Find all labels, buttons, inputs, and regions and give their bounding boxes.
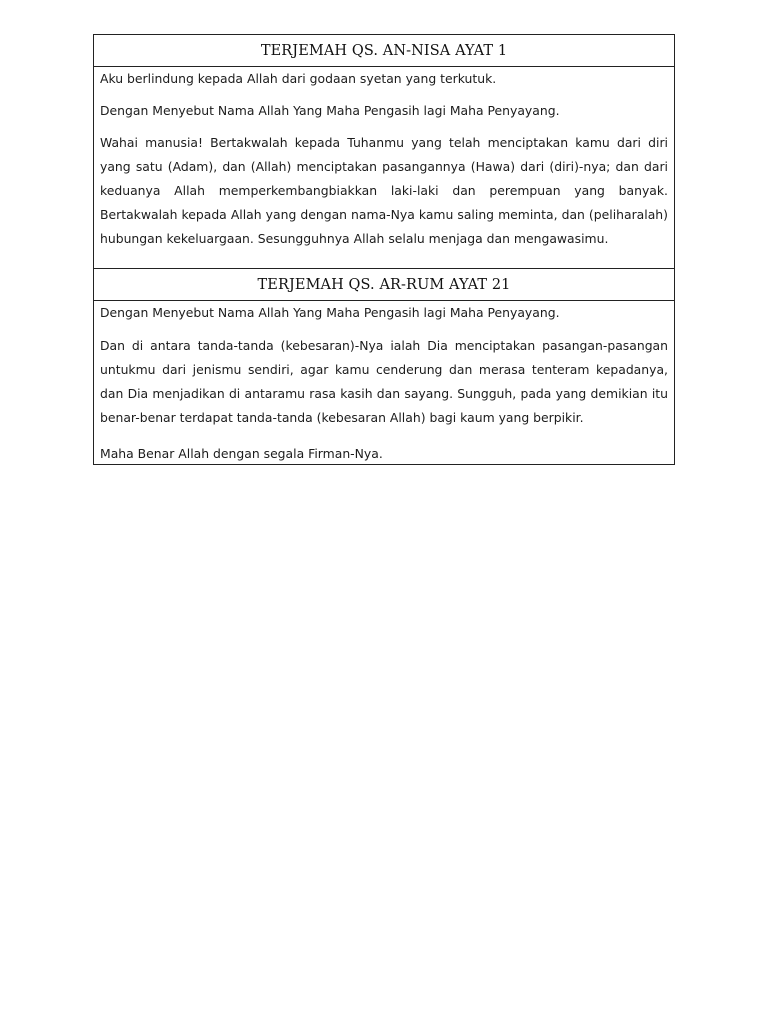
section-title-ar-rum [94, 269, 674, 301]
verse-translation-paragraph: Dan di antara tanda-tanda (kebesaran)-Nya ialah Dia menciptakan pasangan-pasangan untukmu dari jenismu sendiri, agar kamu cenderung dan merasa tenteram kepadanya, dan Dia menjadikan di antaramu rasa kasih dan sayang. Sungguh, pada yang demikian itu benar-benar terdapat tanda-tanda (kebesaran Allah) bagi kaum yang berpikir. [100, 338, 668, 425]
verse-translation-paragraph: Wahai manusia! Bertakwalah kepada Tuhanmu yang telah menciptakan kamu dari diri yang satu (Adam), dan (Allah) menciptakan pasangannya (Hawa) dari (diri)-nya; dan dari keduanya Allah memperkembangbiakkan laki-laki dan perempuan yang banyak. Bertakwalah kepada Allah yang dengan nama-Nya kamu saling meminta, dan (peliharalah) hubungan kekeluargaan. Sesungguhnya Allah selalu menjaga dan mengawasimu. [100, 135, 668, 246]
section-body-an-nisa [94, 67, 674, 269]
basmalah-paragraph: Dengan Menyebut Nama Allah Yang Maha Pengasih lagi Maha Penyayang. [100, 103, 560, 118]
translation-table [93, 34, 675, 465]
section-title-text: TERJEMAH QS. AR-RUM AYAT 21 [257, 276, 511, 293]
taawudz-paragraph: Aku berlindung kepada Allah dari godaan syetan yang terkutuk. [100, 71, 497, 86]
closing-paragraph: Maha Benar Allah dengan segala Firman-Nya. [100, 446, 383, 461]
section-title-text: TERJEMAH QS. AN-NISA AYAT 1 [260, 42, 508, 59]
basmalah-paragraph: Dengan Menyebut Nama Allah Yang Maha Pengasih lagi Maha Penyayang. [100, 305, 560, 320]
section-title-an-nisa [94, 35, 674, 67]
section-body-ar-rum [94, 301, 674, 464]
